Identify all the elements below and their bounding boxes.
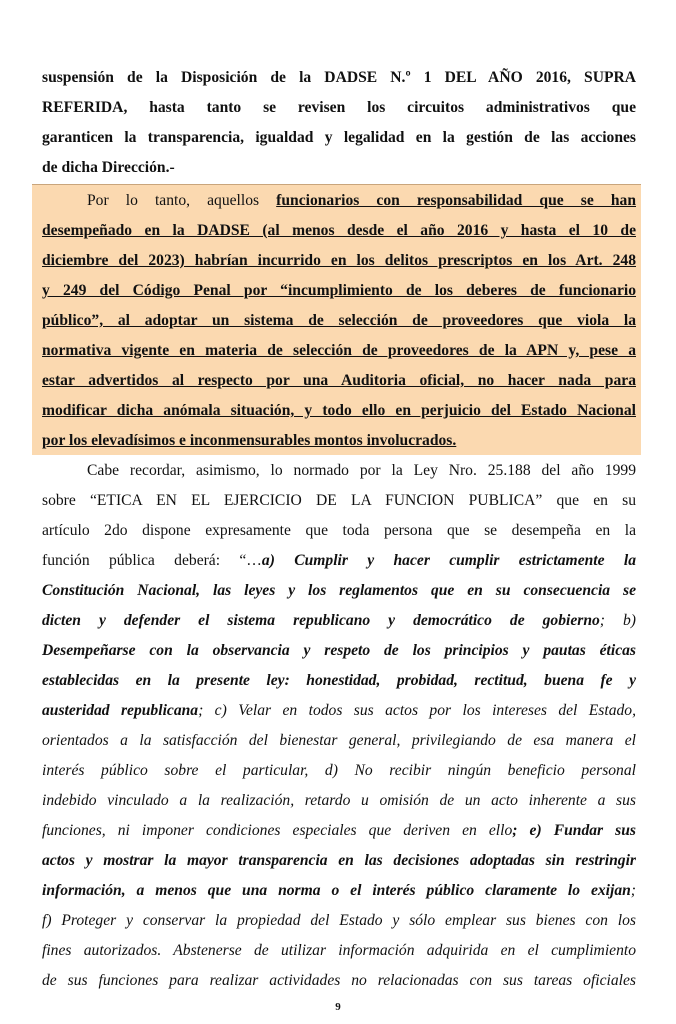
highlighted-text: funcionarios con responsabilidad que se han — [276, 192, 636, 209]
paragraph-3-line: Cabe recordar, asimismo, lo normado por la Ley Nro. 25.188 del año 1999 — [87, 462, 636, 479]
quote-italic: ; b) — [599, 612, 636, 629]
page-number: 9 — [335, 1001, 341, 1013]
highlighted-text: diciembre del 2023) habrían incurrido en los delitos prescriptos en los Art. 248 — [42, 252, 636, 269]
paragraph-1-line: de dicha Dirección.- — [42, 159, 175, 176]
quote-italic: fines autorizados. Abstenerse de utilizar información adquirida en el cumplimiento — [42, 942, 636, 959]
quote-italic: de sus funciones para realizar actividades no relacionadas con sus tareas oficiales — [42, 972, 636, 989]
paragraph-1-line: suspensión de la Disposición de la DADSE N.º 1 DEL AÑO 2016, SUPRA — [42, 69, 636, 86]
quote-bold-italic: Constitución Nacional, las leyes y los reglamentos que en su consecuencia se — [42, 582, 636, 599]
highlighted-text: modificar dicha anómala situación, y todo ello en perjuicio del Estado Nacional — [42, 402, 636, 419]
quote-bold-italic: información, a menos que una norma o el interés público claramente lo exijan — [42, 882, 631, 899]
quote-bold-italic: actos y mostrar la mayor transparencia en las decisiones adoptadas sin restringir — [42, 852, 636, 869]
quote-bold-italic: ; e) Fundar sus — [512, 822, 636, 839]
paragraph-3-line: sobre “ETICA EN EL EJERCICIO DE LA FUNCION PUBLICA” que en su — [42, 492, 636, 509]
quote-italic: ; — [630, 882, 636, 899]
highlighted-text: desempeñado en la DADSE (al menos desde el año 2016 y hasta el 10 de — [42, 222, 636, 239]
highlighted-text: público”, al adoptar un sistema de selección de proveedores que viola la — [42, 312, 636, 329]
paragraph-3-line — [42, 546, 636, 576]
quote-italic: ; c) Velar en todos sus actos por los intereses del Estado, — [198, 702, 636, 719]
highlighted-text: y 249 del Código Penal por “incumplimiento de los deberes de funcionario — [42, 282, 636, 299]
highlighted-text: por los elevadísimos e inconmensurables montos involucrados. — [42, 432, 457, 449]
highlighted-text: normativa vigente en materia de selección de proveedores de la APN y, pese a — [42, 342, 636, 359]
paragraph-1-line: REFERIDA, hasta tanto se revisen los circuitos administrativos que — [42, 99, 636, 116]
paragraph-3-line — [42, 606, 636, 636]
quote-italic: f) Proteger y conservar la propiedad del Estado y sólo emplear sus bienes con los — [42, 912, 636, 929]
paragraph-3-line — [42, 696, 636, 726]
paragraph-1 — [42, 63, 636, 183]
quote-italic: indebido vinculado a la realización, retardo u omisión de un acto inherente a sus — [42, 792, 636, 809]
paragraph-3-line: artículo 2do dispone expresamente que toda persona que se desempeña en la — [42, 522, 636, 539]
quote-bold-italic: austeridad republicana — [42, 702, 199, 719]
paragraph-3-line — [42, 876, 636, 906]
quote-bold-italic: a) Cumplir y hacer cumplir estrictamente la — [261, 552, 636, 569]
quote-intro: función pública deberá: “… — [42, 552, 262, 569]
quote-italic: funciones, ni imponer condiciones especiales que deriven en ello — [42, 822, 513, 839]
paragraph-2-first-line — [42, 186, 636, 216]
quote-italic: interés público sobre el particular, d) No recibir ningún beneficio personal — [42, 762, 636, 779]
paragraph-2 — [42, 186, 636, 456]
paragraph-3 — [42, 456, 636, 996]
paragraph-1-line: garanticen la transparencia, igualdad y legalidad en la gestión de las acciones — [42, 129, 636, 146]
quote-italic: orientados a la satisfacción del bienestar general, privilegiando de esa manera el — [42, 732, 636, 749]
quote-bold-italic: establecidas en la presente ley: honestidad, probidad, rectitud, buena fe y — [42, 672, 636, 689]
paragraph-2-intro: Por lo tanto, aquellos — [87, 192, 277, 209]
highlighted-text: estar advertidos al respecto por una Auditoria oficial, no hacer nada para — [42, 372, 636, 389]
quote-bold-italic: Desempeñarse con la observancia y respeto de los principios y pautas éticas — [42, 642, 636, 659]
quote-bold-italic: dicten y defender el sistema republicano y democrático de gobierno — [42, 612, 600, 629]
paragraph-3-line — [42, 816, 636, 846]
